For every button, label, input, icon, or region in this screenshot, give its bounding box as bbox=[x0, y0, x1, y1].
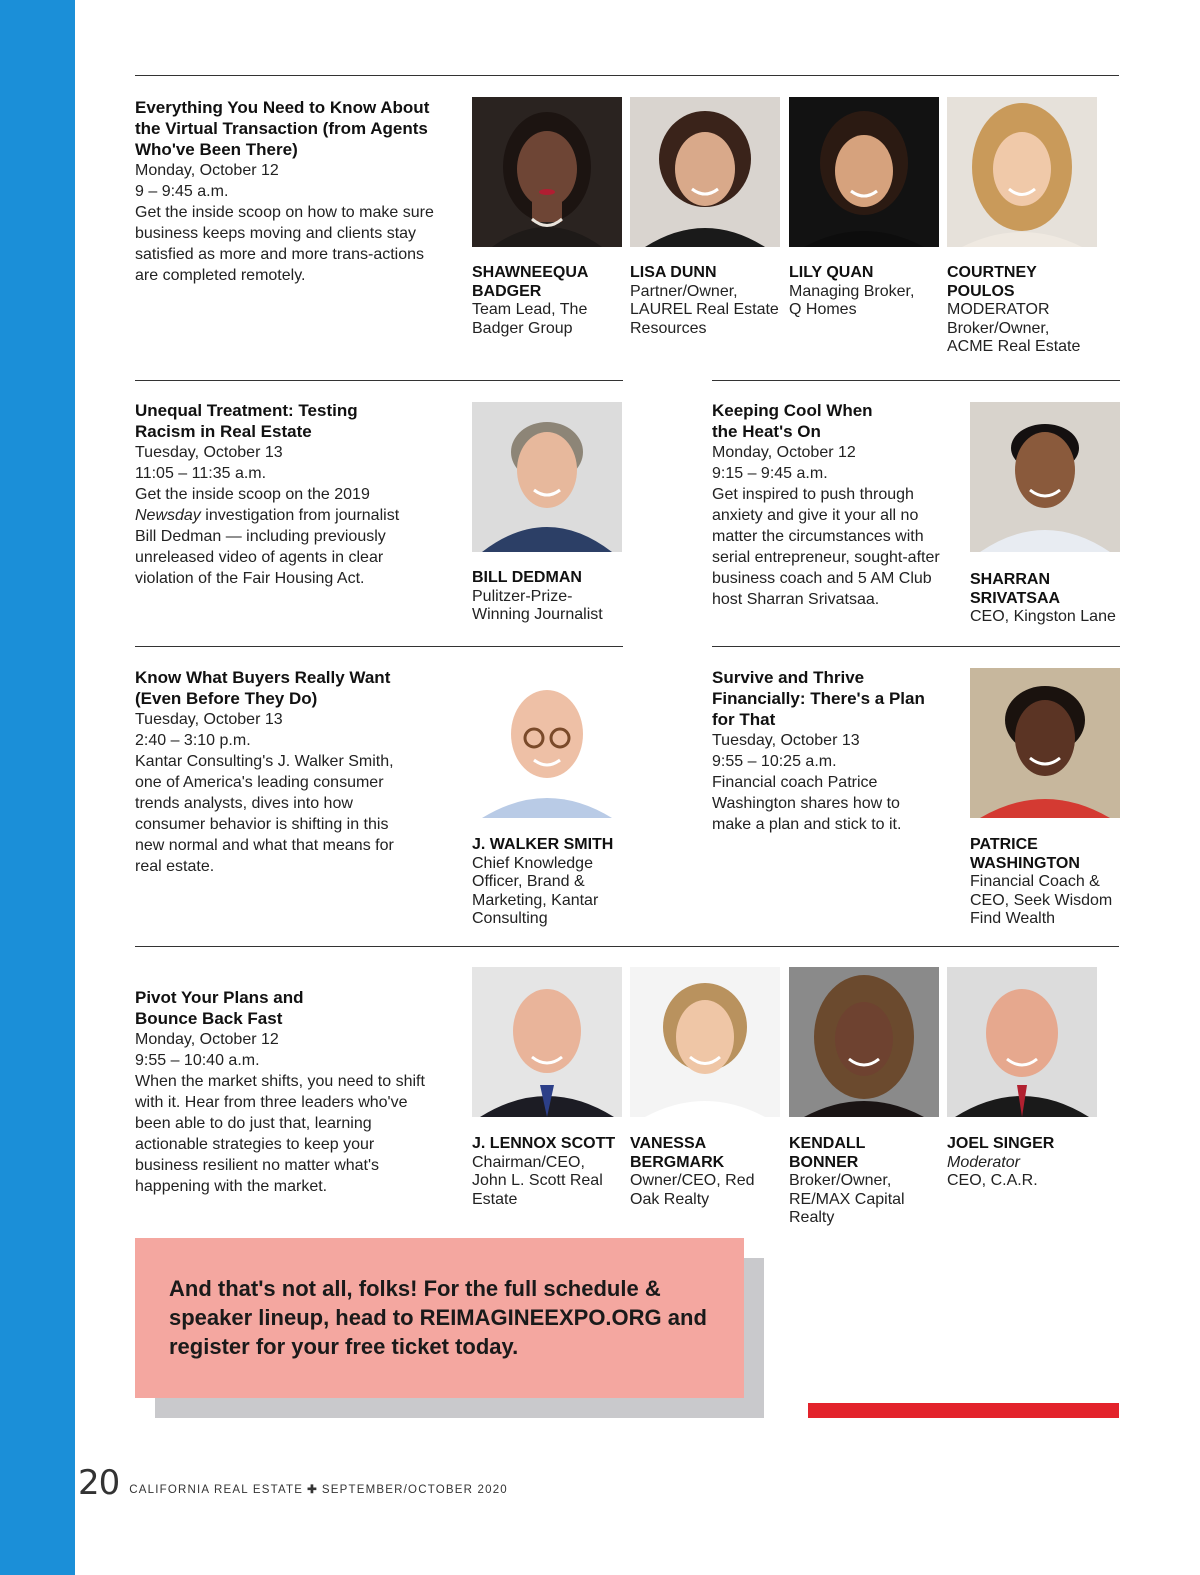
speaker-caption bbox=[947, 1135, 1103, 1191]
session-time: 9:15 – 9:45 a.m. bbox=[712, 465, 828, 482]
speaker-role: Managing Broker, Q Homes bbox=[789, 282, 915, 318]
session-date: Tuesday, October 13 bbox=[135, 711, 283, 728]
speaker-name: J. LENNOX SCOTT bbox=[472, 1135, 616, 1152]
session-date: Monday, October 12 bbox=[135, 162, 279, 179]
section-divider bbox=[135, 75, 1119, 76]
session-title: Survive and Thrive Financially: There's a Plan for That bbox=[712, 668, 925, 729]
session-survive-and-thrive bbox=[712, 667, 927, 835]
session-virtual-transaction bbox=[135, 97, 435, 286]
portrait-illustration bbox=[630, 97, 780, 247]
speaker-role: Chairman/CEO, John L. Scott Real Estate bbox=[472, 1153, 603, 1208]
portrait-illustration bbox=[970, 668, 1120, 818]
session-description: Get the inside scoop on how to make sure business keeps moving and clients stay satisfied as more and more trans-actions are completed remotely. bbox=[135, 204, 434, 284]
speaker-photo bbox=[970, 668, 1120, 818]
speaker-name: BILL DEDMAN bbox=[472, 569, 582, 586]
session-date: Tuesday, October 13 bbox=[712, 732, 860, 749]
moderator-tag: Moderator bbox=[947, 1153, 1020, 1171]
session-unequal-treatment bbox=[135, 400, 405, 589]
speaker-role: Financial Coach & CEO, Seek Wisdom Find Wealth bbox=[970, 873, 1113, 927]
speaker-caption bbox=[970, 836, 1126, 929]
session-description: When the market shifts, you need to shift with it. Hear from three leaders who've been able to do just that, learning actionable strategies to keep your business resilient no matter what's happening with the market. bbox=[135, 1073, 425, 1195]
section-divider bbox=[135, 646, 623, 647]
speaker-role: CEO, Kingston Lane bbox=[970, 608, 1116, 625]
speaker-caption bbox=[789, 1135, 945, 1228]
separator-cross-icon: ✚ bbox=[307, 1484, 318, 1496]
speaker-name: J. WALKER SMITH bbox=[472, 836, 614, 853]
session-time: 9:55 – 10:40 a.m. bbox=[135, 1052, 260, 1069]
description-text: investigation from journalist Bill Dedman — including previously unreleased video of agents in clear violation of the Fair Housing Act. bbox=[135, 507, 400, 587]
speaker-role: Chief Knowledge Officer, Brand & Marketing, Kantar Consulting bbox=[472, 854, 599, 927]
session-keeping-cool bbox=[712, 400, 957, 610]
portrait-illustration bbox=[947, 97, 1097, 247]
speaker-role: Broker/Owner, ACME Real Estate bbox=[947, 319, 1081, 355]
session-time: 9:55 – 10:25 a.m. bbox=[712, 753, 837, 770]
speaker-photo bbox=[472, 97, 622, 247]
speaker-caption bbox=[970, 571, 1126, 627]
page-footer bbox=[78, 1460, 508, 1503]
section-divider bbox=[712, 646, 1120, 647]
speaker-name: SHARRAN SRIVATSAA bbox=[970, 571, 1061, 607]
session-time: 9 – 9:45 a.m. bbox=[135, 183, 229, 200]
speaker-role: Pulitzer-Prize-Winning Journalist bbox=[472, 587, 603, 623]
description-text: Get the inside scoop on the 2019 bbox=[135, 486, 370, 503]
speaker-name: LISA DUNN bbox=[630, 264, 717, 281]
speaker-role: Partner/Owner, LAUREL Real Estate Resources bbox=[630, 282, 779, 337]
session-description: Get inspired to push through anxiety and give it your all no matter the circumstances with serial entrepreneur, sought-after business coach and 5 AM Club host Sharran Srivatsaa. bbox=[712, 486, 940, 608]
session-title: Know What Buyers Really Want (Even Before They Do) bbox=[135, 668, 391, 708]
speaker-photo bbox=[472, 402, 622, 552]
session-date: Monday, October 12 bbox=[135, 1031, 279, 1048]
session-description: Kantar Consulting's J. Walker Smith, one of America's leading consumer trends analysts, dives into how consumer behavior is shifting in this new normal and what that means for real estate. bbox=[135, 753, 394, 875]
session-description bbox=[135, 484, 405, 589]
session-date: Tuesday, October 13 bbox=[135, 444, 283, 461]
speaker-name: LILY QUAN bbox=[789, 264, 874, 281]
speaker-name: PATRICE WASHINGTON bbox=[970, 836, 1080, 872]
cta-text: And that's not all, folks! For the full schedule & speaker lineup, head to REIMAGINEEXPO.ORG and register for your free ticket today. bbox=[169, 1276, 707, 1359]
publication-name: CALIFORNIA REAL ESTATE bbox=[129, 1484, 304, 1496]
speaker-name: JOEL SINGER bbox=[947, 1135, 1055, 1152]
session-time: 2:40 – 3:10 p.m. bbox=[135, 732, 251, 749]
session-time: 11:05 – 11:35 a.m. bbox=[135, 465, 267, 482]
portrait-illustration bbox=[970, 402, 1120, 552]
session-title: Everything You Need to Know About the Virtual Transaction (from Agents Who've Been There) bbox=[135, 98, 430, 159]
speaker-photo bbox=[630, 967, 780, 1117]
speaker-photo bbox=[472, 967, 622, 1117]
speaker-caption bbox=[472, 836, 628, 929]
speaker-photo bbox=[789, 97, 939, 247]
issue-date: SEPTEMBER/OCTOBER 2020 bbox=[321, 1484, 508, 1496]
speaker-photo bbox=[630, 97, 780, 247]
speaker-caption bbox=[947, 264, 1103, 357]
page-number: 20 bbox=[78, 1463, 120, 1503]
cta-box bbox=[135, 1238, 744, 1398]
speaker-role: Broker/Owner, RE/MAX Capital Realty bbox=[789, 1172, 905, 1226]
speaker-photo bbox=[947, 97, 1097, 247]
portrait-illustration bbox=[472, 402, 622, 552]
section-divider bbox=[135, 380, 623, 381]
sidebar-color-bar bbox=[0, 0, 75, 1575]
publication-name: Newsday bbox=[135, 507, 201, 524]
session-title: Keeping Cool When the Heat's On bbox=[712, 401, 873, 441]
portrait-illustration bbox=[630, 967, 780, 1117]
portrait-illustration bbox=[789, 967, 939, 1117]
speaker-caption bbox=[472, 569, 628, 625]
session-date: Monday, October 12 bbox=[712, 444, 856, 461]
speaker-photo bbox=[789, 967, 939, 1117]
session-know-what-buyers-want bbox=[135, 667, 405, 877]
portrait-illustration bbox=[789, 97, 939, 247]
session-pivot-your-plans bbox=[135, 987, 435, 1197]
speaker-role: Owner/CEO, Red Oak Realty bbox=[630, 1172, 755, 1208]
speaker-caption bbox=[789, 264, 945, 320]
speaker-photo bbox=[947, 967, 1097, 1117]
session-title: Pivot Your Plans and Bounce Back Fast bbox=[135, 988, 304, 1028]
speaker-caption bbox=[630, 264, 786, 338]
speaker-role: CEO, C.A.R. bbox=[947, 1172, 1038, 1189]
speaker-role: Team Lead, The Badger Group bbox=[472, 301, 588, 337]
footer-line bbox=[129, 1482, 508, 1496]
speaker-photo bbox=[970, 402, 1120, 552]
speaker-caption bbox=[472, 1135, 628, 1209]
moderator-tag: MODERATOR bbox=[947, 301, 1050, 318]
session-title: Unequal Treatment: Testing Racism in Real Estate bbox=[135, 401, 358, 441]
portrait-illustration bbox=[947, 967, 1097, 1117]
section-divider bbox=[712, 380, 1120, 381]
speaker-name: SHAWNEEQUA BADGER bbox=[472, 264, 588, 300]
portrait-illustration bbox=[472, 668, 622, 818]
speaker-name: COURTNEY POULOS bbox=[947, 264, 1037, 300]
portrait-illustration bbox=[472, 97, 622, 247]
portrait-illustration bbox=[472, 967, 622, 1117]
accent-bar bbox=[808, 1403, 1119, 1418]
speaker-photo bbox=[472, 668, 622, 818]
speaker-name: KENDALL BONNER bbox=[789, 1135, 866, 1171]
speaker-caption bbox=[472, 264, 628, 338]
speaker-name: VANESSA BERGMARK bbox=[630, 1135, 725, 1171]
speaker-caption bbox=[630, 1135, 786, 1209]
section-divider bbox=[135, 946, 1119, 947]
session-description: Financial coach Patrice Washington shares how to make a plan and stick to it. bbox=[712, 774, 902, 833]
